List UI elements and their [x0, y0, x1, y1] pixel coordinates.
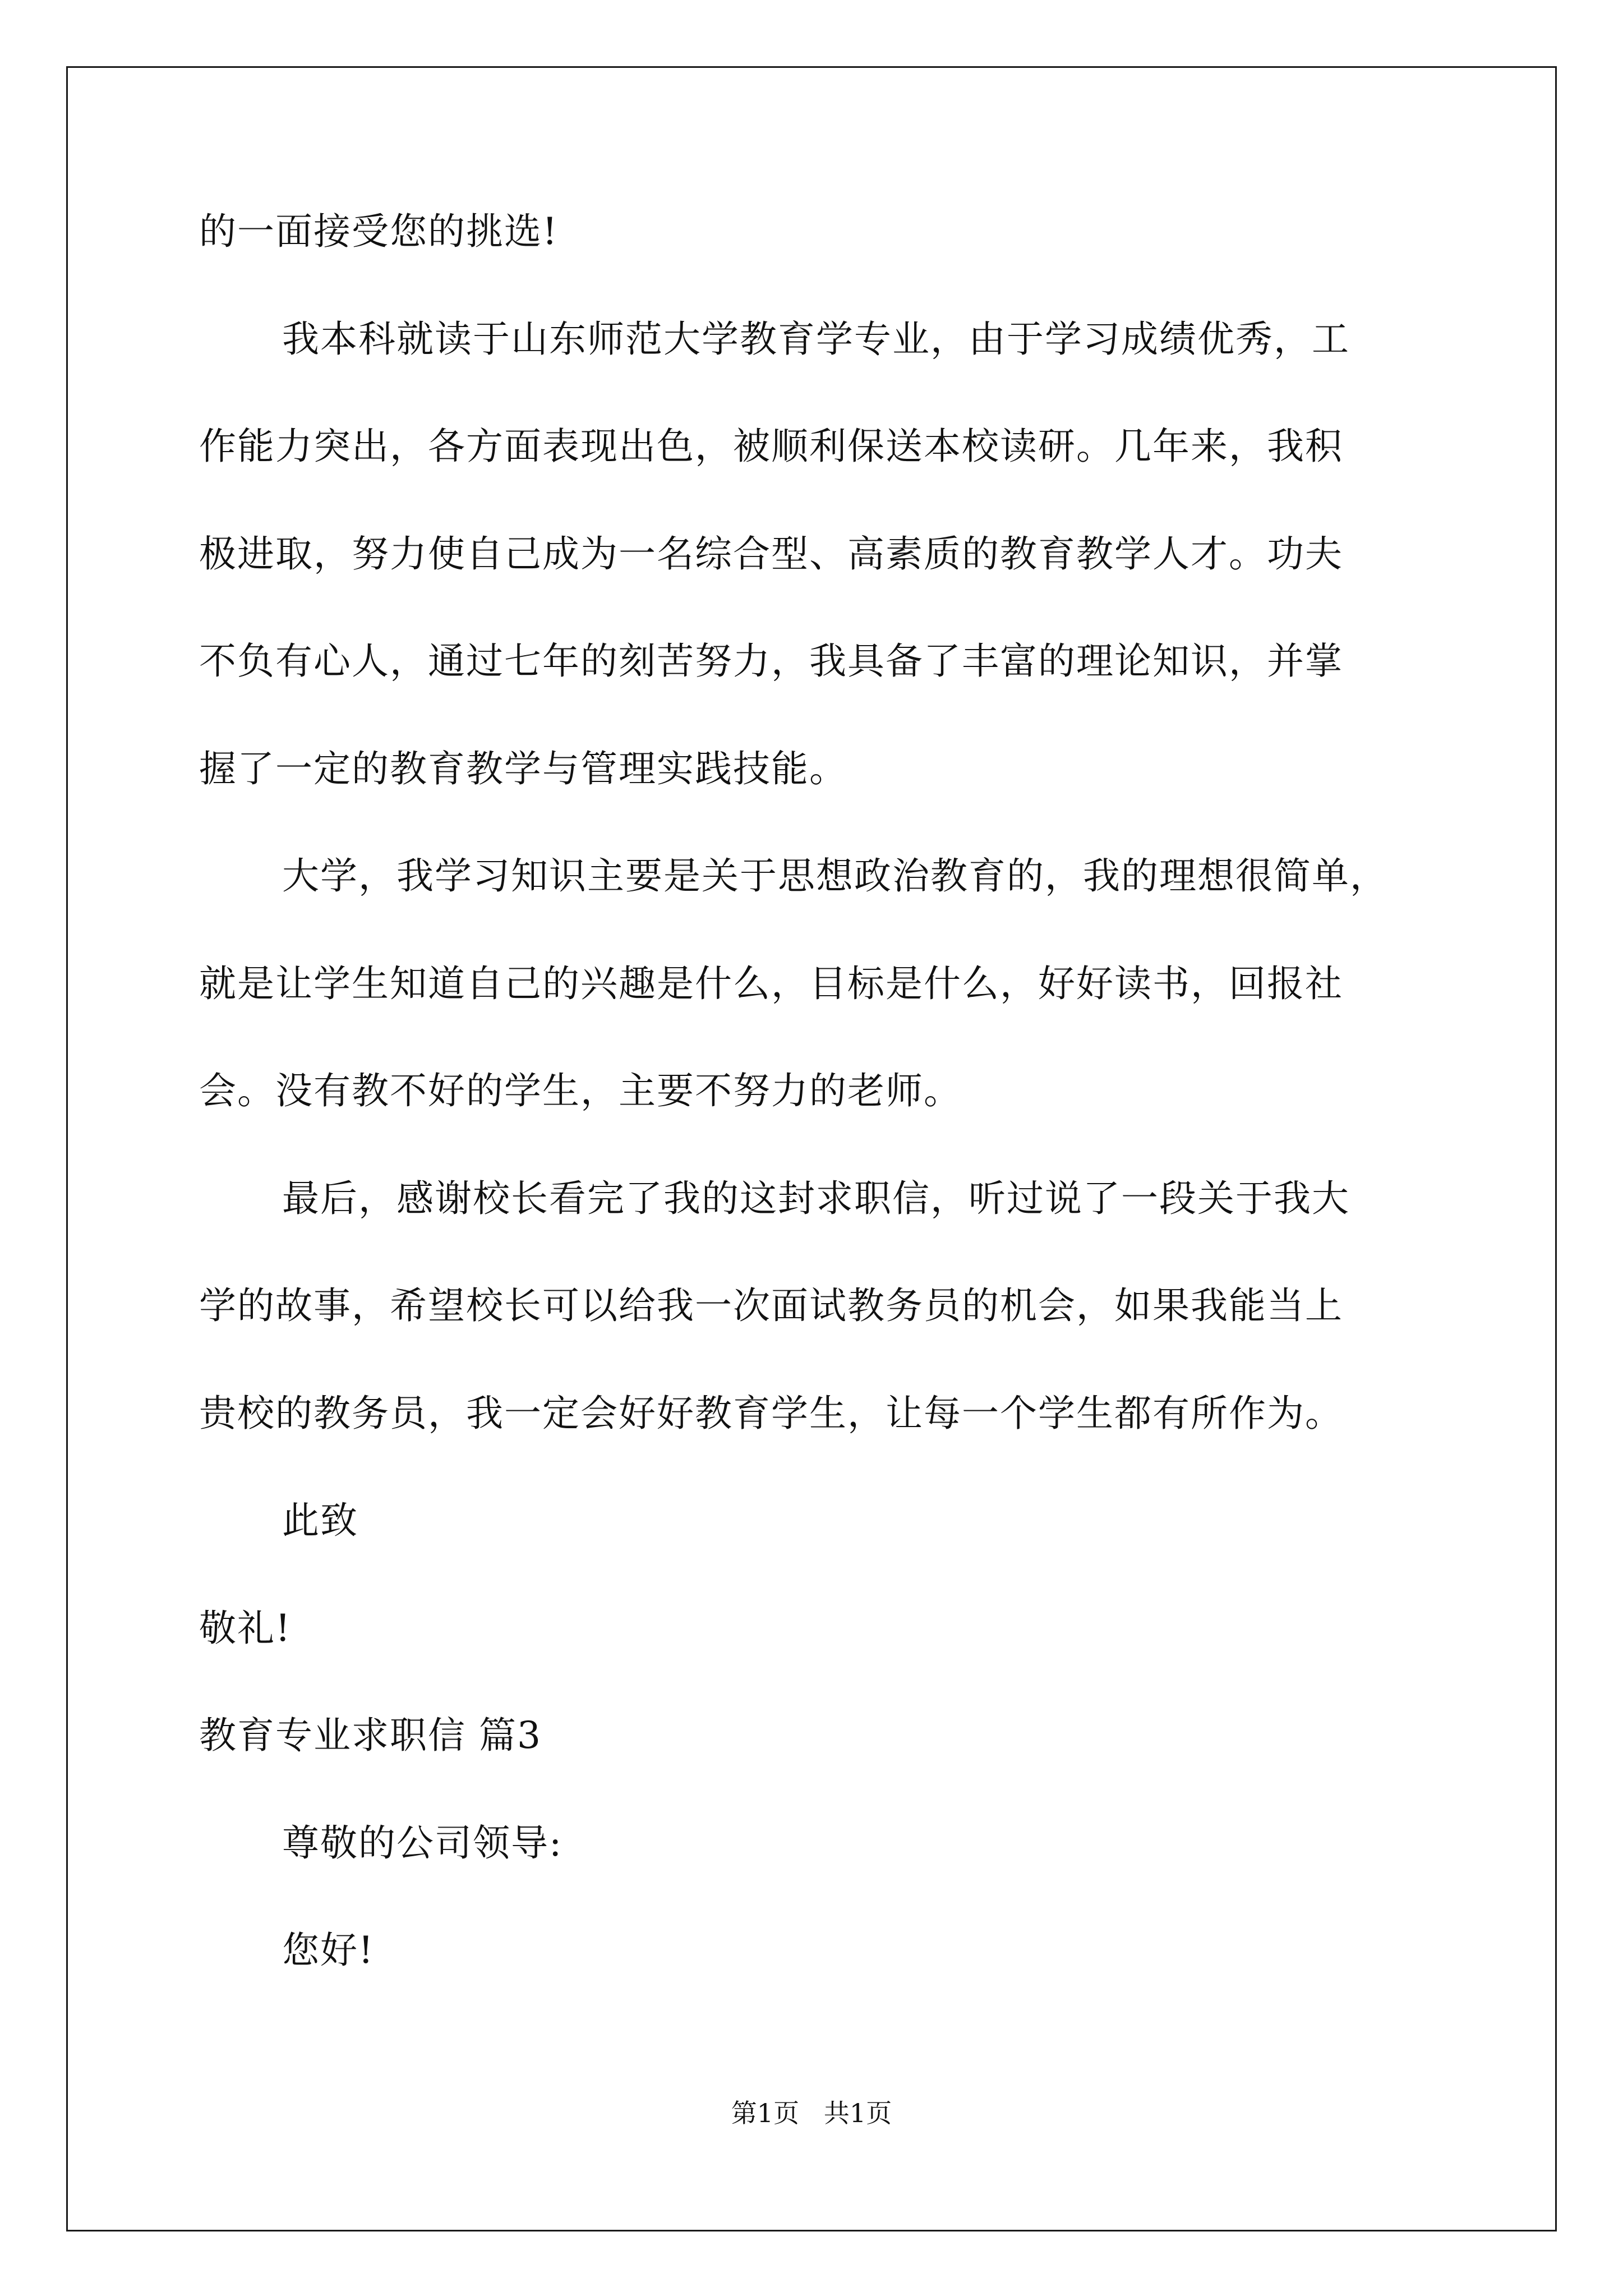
- text-line: 极进取，努力使自己成为一名综合型、高素质的教育教学人才。功夫: [199, 532, 1343, 576]
- closing-regards: 敬礼!: [199, 1607, 292, 1650]
- text-line: 握了一定的教育教学与管理实践技能。: [199, 747, 847, 790]
- text-line: 贵校的教务员，我一定会好好教育学生，让每一个学生都有所作为。: [199, 1392, 1343, 1435]
- paragraph-start: 最后，感谢校长看完了我的这封求职信，听过说了一段关于我大: [282, 1177, 1350, 1220]
- letter-opening: 您好!: [282, 1929, 375, 1972]
- closing-salutation: 此致: [282, 1499, 358, 1542]
- paragraph-start: 我本科就读于山东师范大学教育学专业，由于学习成绩优秀，工: [282, 318, 1350, 361]
- text-line: 会。没有教不好的学生，主要不努力的老师。: [199, 1069, 962, 1112]
- letter-greeting: 尊敬的公司领导:: [282, 1821, 563, 1865]
- paragraph-start: 大学，我学习知识主要是关于思想政治教育的，我的理想很简单，: [282, 854, 1388, 898]
- text-line: 学的故事，希望校长可以给我一次面试教务员的机会，如果我能当上: [199, 1284, 1343, 1327]
- page-border: [66, 66, 1557, 2231]
- section-heading: 教育专业求职信 篇3: [199, 1714, 542, 1757]
- text-line: 的一面接受您的挑选!: [199, 210, 559, 253]
- page-footer: 第1页 共1页: [731, 2098, 892, 2128]
- text-line: 作能力突出，各方面表现出色，被顺利保送本校读研。几年来，我积: [199, 425, 1343, 468]
- text-line: 不负有心人，通过七年的刻苦努力，我具备了丰富的理论知识，并掌: [199, 639, 1343, 683]
- text-line: 就是让学生知道自己的兴趣是什么，目标是什么，好好读书，回报社: [199, 962, 1343, 1005]
